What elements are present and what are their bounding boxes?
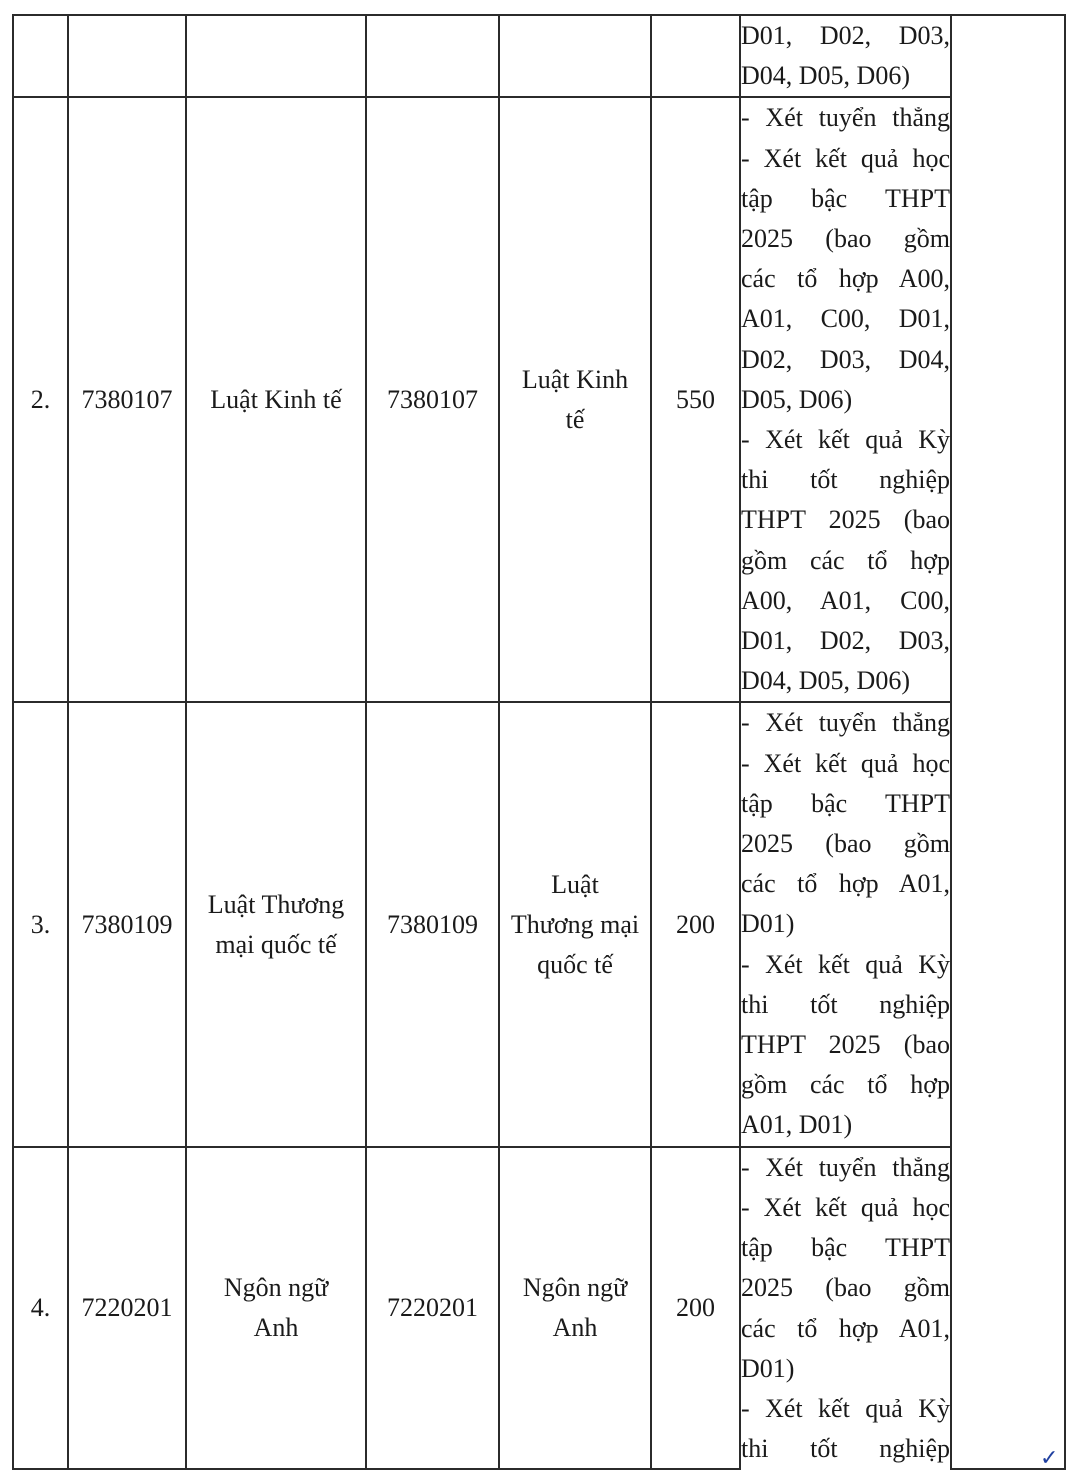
method-line: D05, D06)	[741, 384, 853, 414]
cell-stt: 3.	[13, 702, 68, 1146]
cell-quota: 200	[651, 1147, 740, 1470]
method-line: - Xét kết quả Kỳ	[741, 949, 950, 979]
method-line: D02, D03, D04,	[741, 344, 950, 374]
method-line: các tổ hợp A01,	[741, 869, 950, 899]
cell-method	[740, 702, 951, 1146]
method-line: - Xét kết quả Kỳ	[741, 425, 950, 455]
cell-quota: 550	[651, 97, 740, 702]
cell-method	[740, 15, 951, 97]
cell-name2: Ngôn ngữ Anh	[499, 1147, 651, 1470]
method-line: tập bậc THPT	[741, 183, 950, 213]
method-line: tập bậc THPT	[741, 1233, 950, 1263]
table-row-continuation	[13, 15, 1065, 97]
cell-stt: 2.	[13, 97, 68, 702]
method-line: - Xét tuyển thẳng	[741, 103, 950, 133]
cell-notes	[951, 15, 1065, 1469]
method-line: D01)	[741, 909, 795, 939]
method-line: thi tốt nghiệp	[741, 989, 950, 1019]
method-line: - Xét kết quả học	[741, 748, 950, 778]
method-line: D01, D02, D03,	[741, 21, 950, 50]
method-line: - Xét tuyển thẳng	[741, 708, 950, 738]
cell-method	[740, 97, 951, 702]
cell-code: 7220201	[68, 1147, 186, 1470]
method-line: A01, D01)	[741, 1110, 853, 1140]
cell-code: 7380109	[68, 702, 186, 1146]
cell-name2	[499, 15, 651, 97]
cell-name: Luật Thương mại quốc tế	[186, 702, 366, 1146]
method-line: tập bậc THPT	[741, 788, 950, 818]
cell-code2: 7380109	[366, 702, 499, 1146]
cell-code	[68, 15, 186, 97]
method-line: - Xét kết quả Kỳ	[741, 1393, 950, 1423]
cell-stt: 4.	[13, 1147, 68, 1470]
table-row	[13, 97, 1065, 702]
method-line: THPT 2025 (bao	[741, 1030, 950, 1060]
table-row	[13, 1147, 1065, 1470]
method-line: thi tốt nghiệp	[741, 465, 950, 495]
method-line: gồm các tổ hợp	[741, 1070, 950, 1100]
method-line: - Xét tuyển thẳng	[741, 1152, 950, 1182]
cell-code2: 7220201	[366, 1147, 499, 1470]
cell-name2: Luật Kinh tế	[499, 97, 651, 702]
method-line: D04, D05, D06)	[741, 666, 910, 696]
method-line: - Xét kết quả học	[741, 143, 950, 173]
cell-code2: 7380107	[366, 97, 499, 702]
cell-name2: Luật Thương mại quốc tế	[499, 702, 651, 1146]
method-line: - Xét kết quả học	[741, 1192, 950, 1222]
method-line: THPT 2025 (bao	[741, 505, 950, 535]
method-line: các tổ hợp A00,	[741, 264, 950, 294]
table-row	[13, 702, 1065, 1146]
cell-name: Luật Kinh tế	[186, 97, 366, 702]
cell-method	[740, 1147, 951, 1470]
method-line: thi tốt nghiệp	[741, 1434, 950, 1464]
cell-code: 7380107	[68, 97, 186, 702]
admissions-table	[12, 14, 1066, 1470]
cell-stt	[13, 15, 68, 97]
cell-code2	[366, 15, 499, 97]
method-line: A01, C00, D01,	[741, 304, 950, 334]
method-line: 2025 (bao gồm	[741, 224, 950, 254]
cell-name: Ngôn ngữ Anh	[186, 1147, 366, 1470]
method-line: gồm các tổ hợp	[741, 545, 950, 575]
method-line: A00, A01, C00,	[741, 585, 950, 615]
cell-quota: 200	[651, 702, 740, 1146]
cell-quota	[651, 15, 740, 97]
method-line: các tổ hợp A01,	[741, 1313, 950, 1343]
cell-name	[186, 15, 366, 97]
method-line: 2025 (bao gồm	[741, 1273, 950, 1303]
check-mark-icon: ✓	[1040, 1446, 1059, 1471]
method-line: D01, D02, D03,	[741, 626, 950, 656]
method-line: D01)	[741, 1353, 795, 1383]
method-line: D04, D05, D06)	[741, 61, 910, 91]
method-line: 2025 (bao gồm	[741, 829, 950, 859]
